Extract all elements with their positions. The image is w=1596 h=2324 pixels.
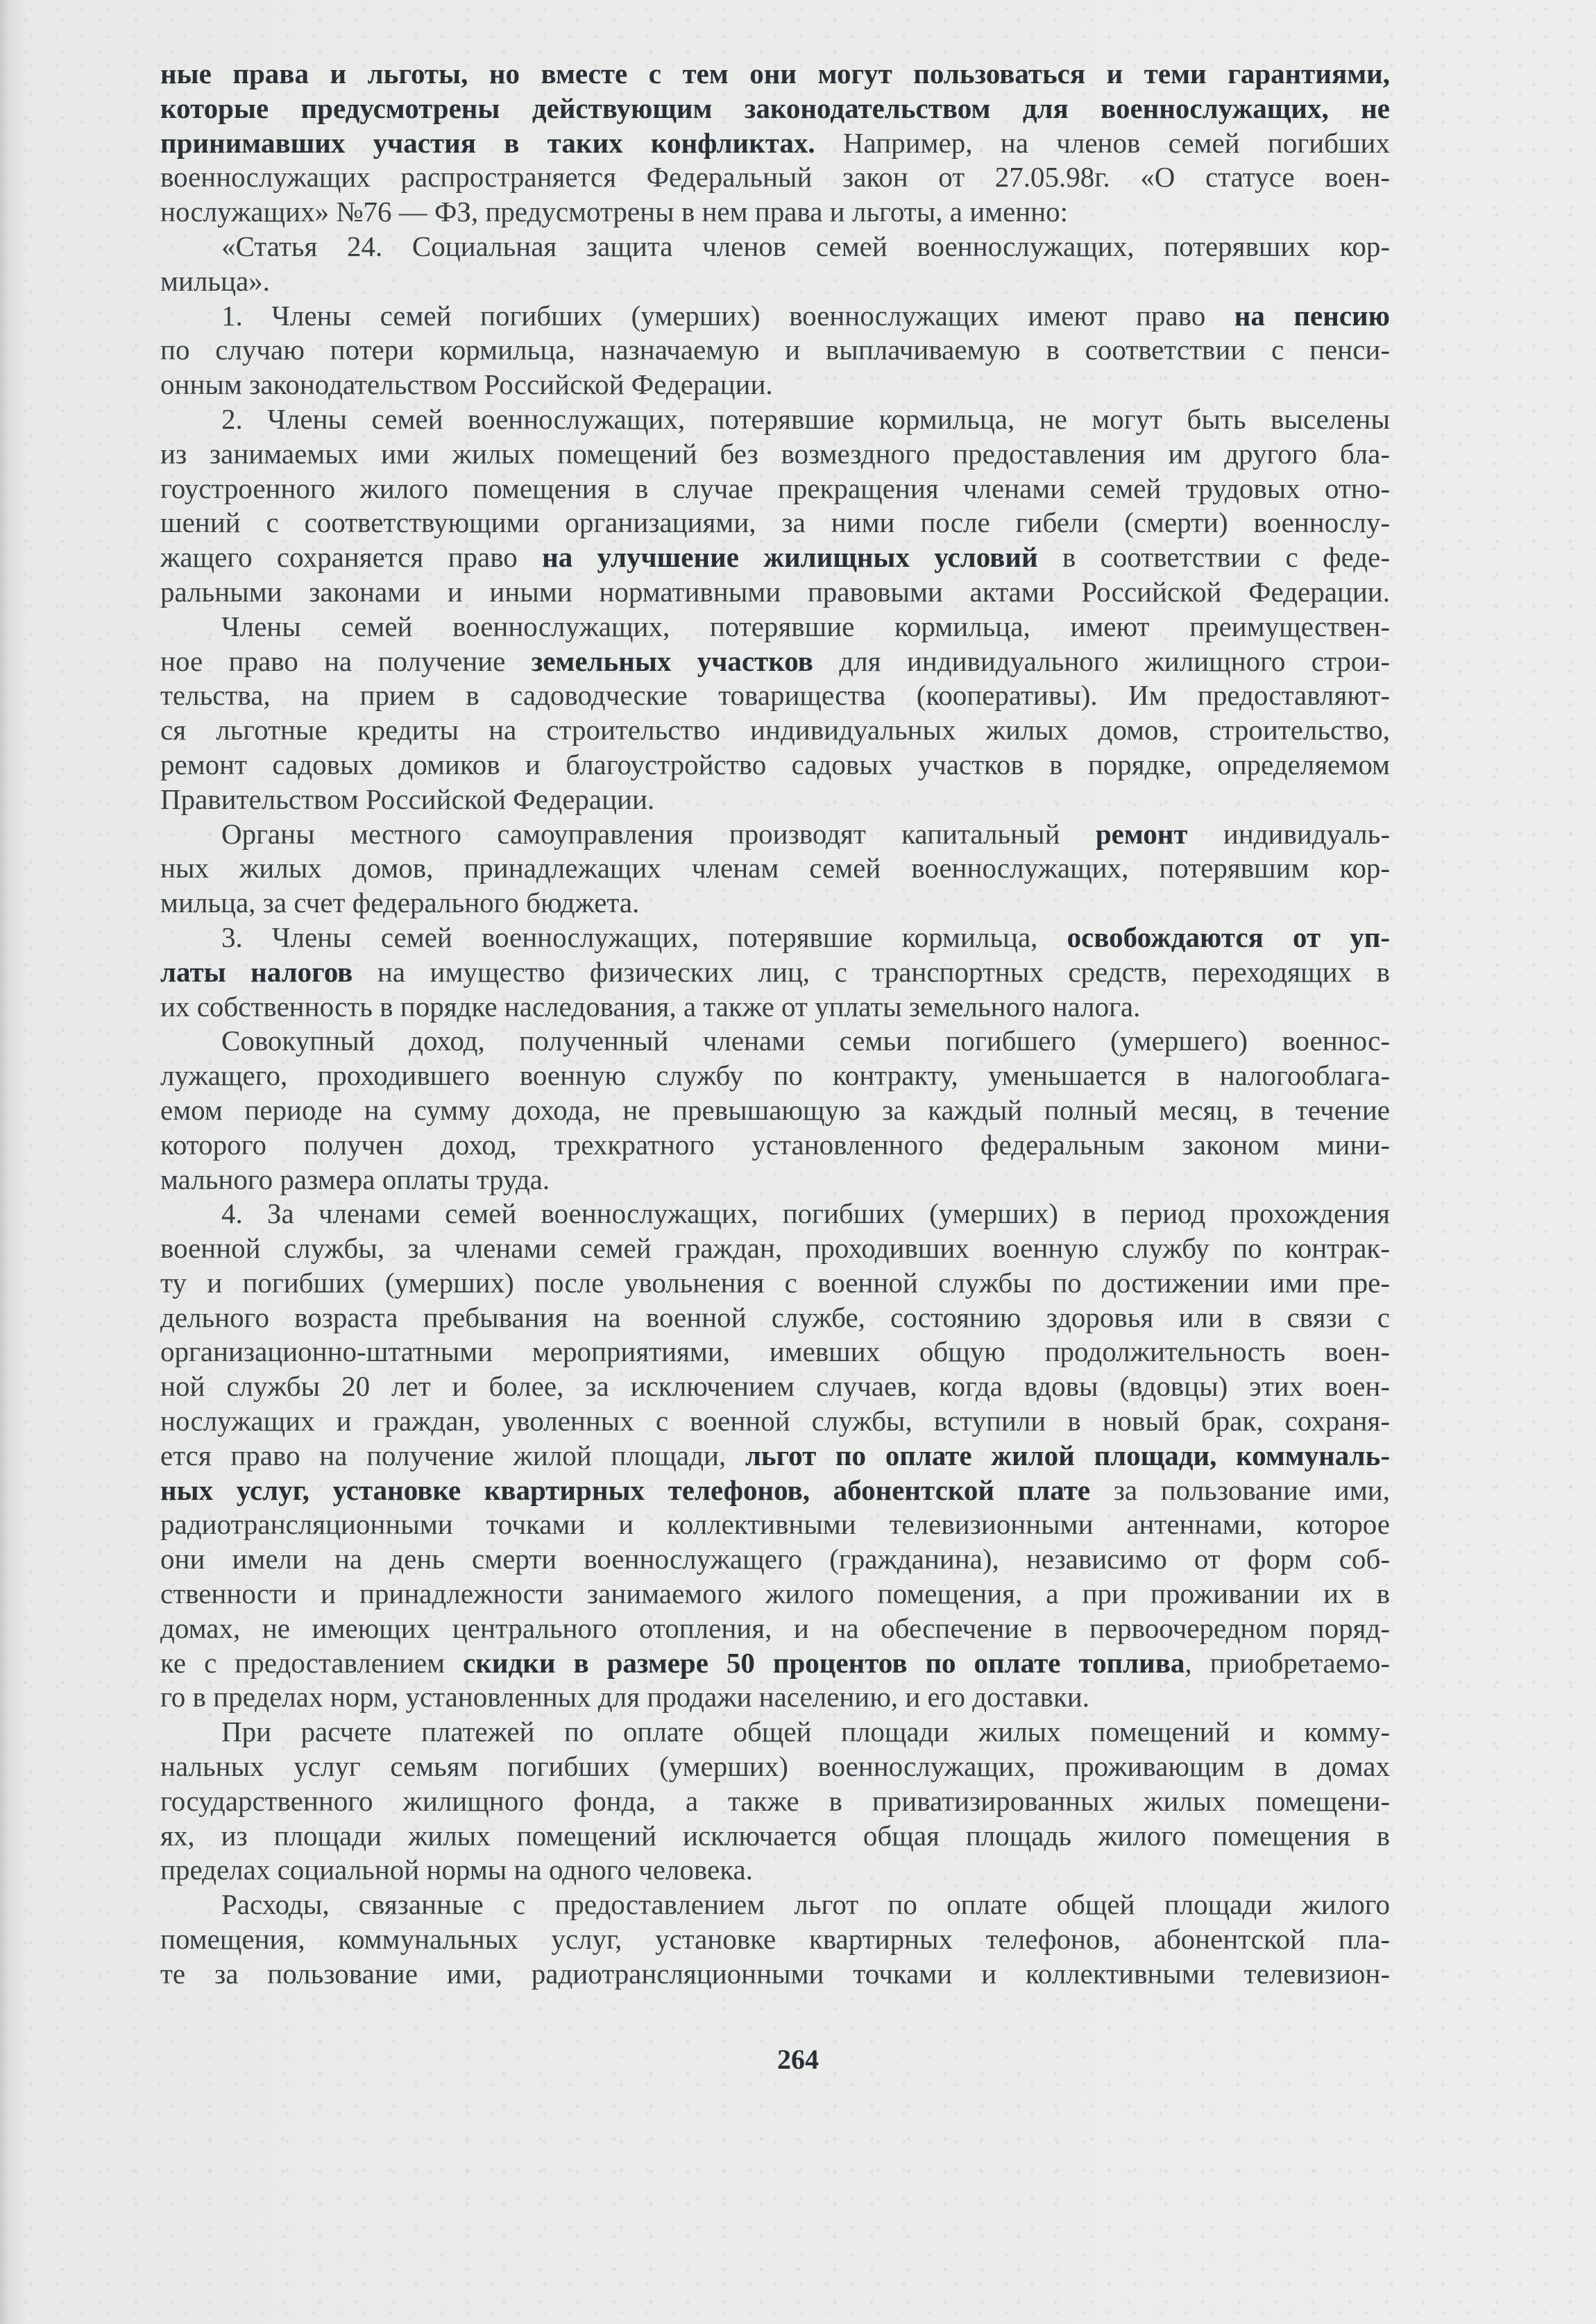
text-segment: помещения, коммунальных услуг, установке квартирных телефонов, абонентской пла- (160, 1923, 1390, 1956)
text-line (160, 575, 1390, 610)
text-segment: «Статья 24. Социальная защита членов семей военнослужащих, потерявших кор- (221, 230, 1390, 262)
text-segment: емом периоде на сумму дохода, не превышающую за каждый полный месяц, в течение (160, 1093, 1390, 1126)
text-line (160, 1507, 1390, 1542)
text-line (160, 230, 1390, 264)
text-segment: ной службы 20 лет и более, за исключением случаев, когда вдовы (вдовцы) этих воен- (160, 1370, 1390, 1403)
text-segment: Правительством Российской Федерации. (160, 783, 655, 815)
text-line (160, 1750, 1390, 1784)
text-line (160, 472, 1390, 506)
text-segment: ральными законами и иными нормативными правовыми актами Российской Федерации. (160, 575, 1390, 608)
text-segment: го в пределах норм, установленных для продажи населению, и его доставки. (160, 1681, 1089, 1714)
text-segment: по случаю потери кормильца, назначаемую и выплачиваемую в соответствии с пенси- (160, 334, 1390, 366)
text-segment: 1. Члены семей погибших (умерших) военнослужащих имеют право (221, 299, 1234, 332)
text-segment: Органы местного самоуправления производят капитальный (221, 817, 1096, 850)
text-segment: нослужащих и граждан, уволенных с военной службы, вступили в новый брак, сохраня- (160, 1405, 1390, 1437)
text-segment: ке с предоставлением (160, 1646, 464, 1679)
text-line (160, 1439, 1390, 1473)
text-segment: мильца». (160, 264, 270, 297)
text-line (160, 990, 1390, 1025)
bold-text-segment: ремонт (1095, 817, 1188, 850)
text-line (160, 1266, 1390, 1301)
text-line (160, 1059, 1390, 1093)
text-line (160, 748, 1390, 783)
text-segment: они имели на день смерти военнослужащего (гражданина), независимо от форм соб- (160, 1543, 1390, 1575)
text-segment: нальных услуг семьям погибших (умерших) военнослужащих, проживающим в домах (160, 1750, 1390, 1783)
text-line (160, 264, 1390, 299)
text-line (160, 1680, 1390, 1715)
text-segment: ту и погибших (умерших) после увольнения с военной службы по достижении ими пре- (160, 1266, 1390, 1299)
bold-text-segment: льгот по оплате жилой площади, коммуналь- (745, 1439, 1390, 1471)
text-segment: военной службы, за членами семей граждан, проходивших военную службу по контрак- (160, 1232, 1390, 1265)
text-segment: ях, из площади жилых помещений исключается общая площадь жилого помещения в (160, 1819, 1390, 1852)
text-line (160, 1957, 1390, 1992)
bold-text-segment: ных услуг, установке квартирных телефонов, абонентской плате (160, 1473, 1091, 1506)
text-line (160, 506, 1390, 540)
text-line (160, 1128, 1390, 1163)
text-line (160, 713, 1390, 748)
text-line (160, 57, 1390, 92)
text-line (160, 1335, 1390, 1369)
text-line (160, 160, 1390, 195)
text-line (160, 1093, 1390, 1128)
text-line (160, 1646, 1390, 1681)
text-segment: военнослужащих распространяется Федеральный закон от 27.05.98г. «О статусе воен- (160, 161, 1390, 194)
text-line (160, 1542, 1390, 1577)
text-line (160, 1301, 1390, 1335)
text-segment: лужащего, проходившего военную службу по контракту, уменьшается в налогооблага- (160, 1059, 1390, 1092)
bold-text-segment: латы налогов (160, 955, 353, 988)
text-line (160, 610, 1390, 644)
page-number: 264 (777, 2044, 819, 2075)
text-line (160, 333, 1390, 368)
text-segment: домах, не имеющих центрального отопления, и на обеспечение в первоочередном поряд- (160, 1612, 1390, 1644)
text-segment: шений с соответствующими организациями, за ними после гибели (смерти) военнослу- (160, 506, 1390, 539)
text-segment: в соответствии с феде- (1037, 541, 1390, 574)
text-segment: мального размера оплаты труда. (160, 1163, 550, 1195)
text-line (160, 955, 1390, 990)
text-segment: организационно-штатными мероприятиями, имевших общую продолжительность воен- (160, 1335, 1390, 1368)
bold-text-segment: земельных участков (531, 644, 813, 677)
text-line (160, 437, 1390, 472)
text-line (160, 1577, 1390, 1612)
text-line (160, 1612, 1390, 1646)
text-line (160, 644, 1390, 679)
text-segment: 4. За членами семей военнослужащих, погибших (умерших) в период прохождения (221, 1197, 1390, 1230)
text-segment: ных жилых домов, принадлежащих членам семей военнослужащих, потерявшим кор- (160, 852, 1390, 885)
text-line (160, 1404, 1390, 1439)
text-segment: ственности и принадлежности занимаемого жилого помещения, а при проживании их в (160, 1578, 1390, 1610)
text-segment: Совокупный доход, полученный членами семьи погибшего (умершего) военнос- (221, 1025, 1390, 1057)
text-line (160, 1197, 1390, 1231)
text-segment: индивидуаль- (1187, 817, 1390, 850)
text-segment: тельства, на прием в садоводческие товарищества (кооперативы). Им предоставляют- (160, 679, 1390, 712)
text-line (160, 817, 1390, 852)
text-segment: ся льготные кредиты на строительство индивидуальных жилых домов, строительство, (160, 714, 1390, 746)
text-segment: При расчете платежей по оплате общей площади жилых помещений и комму- (221, 1716, 1390, 1748)
text-segment: мильца, за счет федерального бюджета. (160, 887, 640, 919)
text-segment: , приобретаемо- (1185, 1646, 1391, 1679)
text-segment: Например, на членов семей погибших (815, 126, 1391, 159)
text-line (160, 1715, 1390, 1750)
text-segment: ется право на получение жилой площади, (160, 1439, 745, 1471)
text-line (160, 1024, 1390, 1059)
text-line (160, 1231, 1390, 1266)
text-line (160, 299, 1390, 334)
bold-text-segment: ные права и льготы, но вместе с тем они могут пользоваться и теми гарантиями, (160, 58, 1390, 89)
text-segment: ное право на получение (160, 644, 532, 677)
text-segment: те за пользование ими, радиотрансляционными точками и коллективными телевизион- (160, 1957, 1390, 1990)
text-segment: онным законодательством Российской Федерации. (160, 368, 773, 401)
text-segment: на имущество физических лиц, с транспортных средств, переходящих в (353, 955, 1390, 988)
text-segment: пределах социальной нормы на одного человека. (160, 1854, 753, 1886)
text-line (160, 1784, 1390, 1819)
text-line (160, 1819, 1390, 1854)
text-segment: дельного возраста пребывания на военной службе, состоянию здоровья или в связи с (160, 1301, 1390, 1333)
bold-text-segment: освобождаются от уп- (1067, 921, 1390, 953)
bold-text-segment: которые предусмотрены действующим законодательством для военнослужащих, не (160, 92, 1390, 124)
text-segment: государственного жилищного фонда, а также в приватизированных жилых помещени- (160, 1784, 1390, 1817)
text-line (160, 402, 1390, 437)
text-line (160, 1922, 1390, 1957)
text-line (160, 783, 1390, 817)
text-line (160, 1163, 1390, 1197)
text-segment: для индивидуального жилищного строи- (813, 644, 1391, 677)
text-line (160, 851, 1390, 886)
text-line (160, 126, 1390, 161)
text-segment: жащего сохраняется право (160, 541, 543, 574)
text-segment: ремонт садовых домиков и благоустройство садовых участков в порядке, определяемом (160, 748, 1390, 780)
text-segment: Члены семей военнослужащих, потерявшие кормильца, имеют преимуществен- (221, 610, 1390, 642)
text-line (160, 886, 1390, 921)
text-line (160, 921, 1390, 955)
text-line (160, 678, 1390, 713)
bold-text-segment: на улучшение жилищных условий (542, 541, 1038, 574)
bold-text-segment: принимавших участия в таких конфликтах. (160, 126, 815, 159)
text-segment: их собственность в порядке наследования, а также от уплаты земельного налога. (160, 990, 1141, 1023)
text-line (160, 540, 1390, 575)
text-segment: 2. Члены семей военнослужащих, потерявшие кормильца, не могут быть выселены (221, 402, 1390, 435)
text-line (160, 195, 1390, 230)
text-segment: 3. Члены семей военнослужащих, потерявшие кормильца, (221, 921, 1067, 953)
text-line (160, 1473, 1390, 1508)
text-segment: гоустроенного жилого помещения в случае прекращения членами семей трудовых отно- (160, 472, 1390, 504)
text-line (160, 1853, 1390, 1888)
text-segment: Расходы, связанные с предоставлением льгот по оплате общей площади жилого (221, 1888, 1390, 1921)
text-line (160, 368, 1390, 402)
text-line (160, 1888, 1390, 1922)
text-segment: радиотрансляционными точками и коллективными телевизионными антеннами, которое (160, 1508, 1390, 1541)
page-body-text (160, 57, 1390, 1992)
text-line (160, 1369, 1390, 1404)
bold-text-segment: на пенсию (1234, 299, 1390, 332)
text-line (160, 92, 1390, 126)
text-segment: которого получен доход, трехкратного установленного федеральным законом мини- (160, 1128, 1390, 1161)
text-segment: нослужащих» №76 — ФЗ, предусмотрены в нем права и льготы, а именно: (160, 196, 1069, 228)
text-segment: за пользование ими, (1090, 1473, 1390, 1506)
text-segment: из занимаемых ими жилых помещений без возмездного предоставления им другого бла- (160, 437, 1390, 470)
bold-text-segment: скидки в размере 50 процентов по оплате топлива (463, 1646, 1185, 1679)
